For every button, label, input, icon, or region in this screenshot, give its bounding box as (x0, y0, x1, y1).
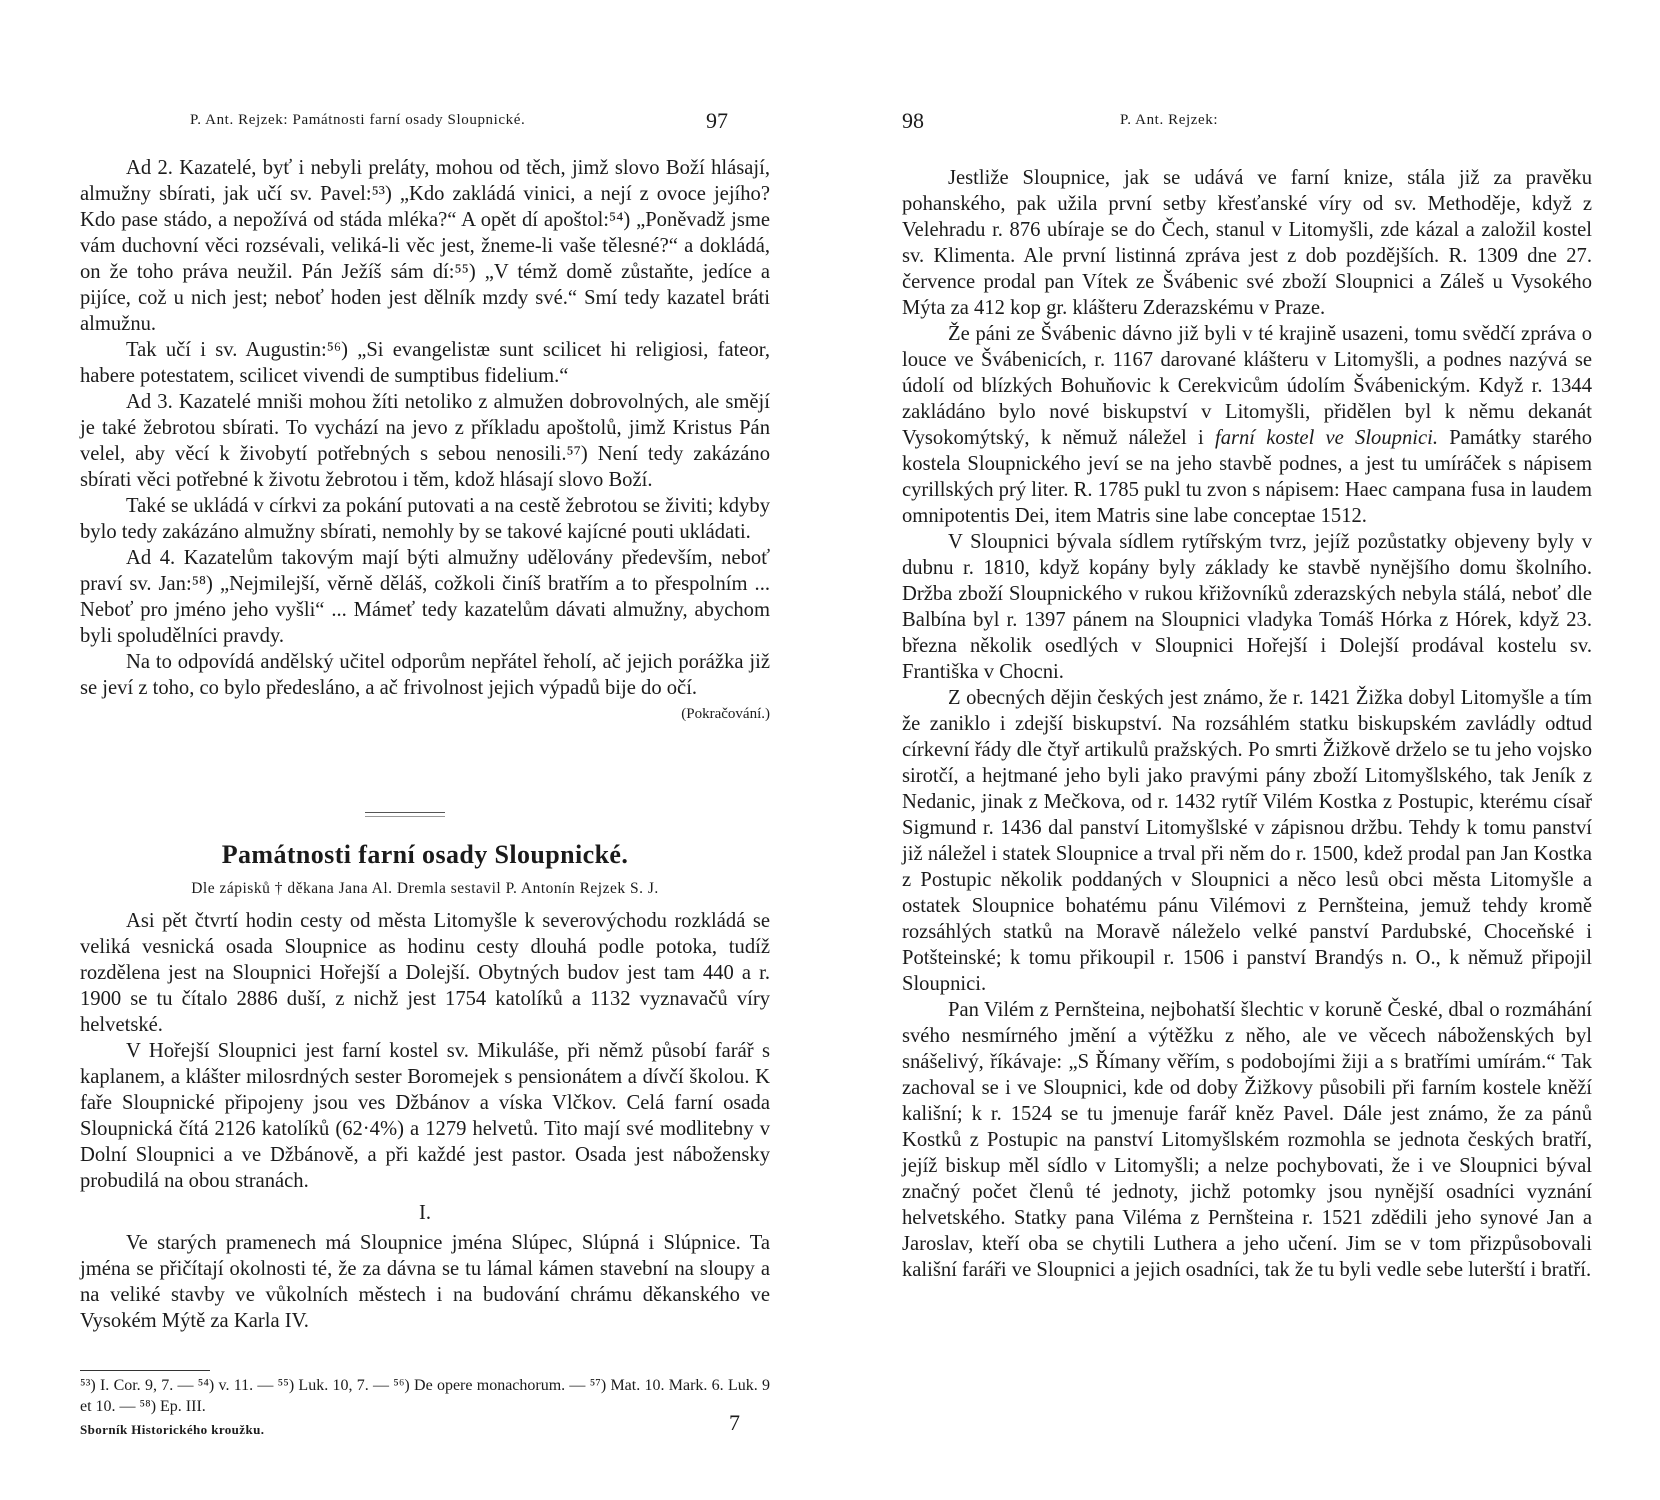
paragraph-text: Památky starého kostela Sloupnického jeví se na jeho stavbě podnes, a jest tu umíráček s nápisem cyrillských prý liter. R. 1785 pukl tu zvon s nápisem: Haec campana fusa in laudem omnipotentis Dei, item Matris sine labe conceptae 1512. (902, 427, 1592, 527)
printer-signature: Sborník Historického kroužku. (80, 1422, 265, 1437)
section-divider-secondary (365, 816, 445, 817)
paragraph: Tak učí i sv. Augustin:⁵⁶) „Si evangelistæ sunt scilicet hi religiosi, fateor, habere potestatem, scilicet vivendi de sumptibus fidelium.“ (80, 339, 770, 387)
paragraph-text: Že páni ze Švábenic dávno již byli v té krajině usazeni, tomu svědčí zpráva o louce ve Švábenicích, r. 1167 darované klášteru v Litomyšli, a podnes nazývá se údolí od blízkých Bohuňovic k Cerekvicům údolím Švábenickým. Když r. 1344 zakládáno bylo nové biskupství v Litomyšli, přidělen byl k němu dekanát Vysokomýtský, k němuž náležel i (902, 323, 1592, 449)
article-text (80, 908, 770, 1334)
signature-mark: 7 (729, 1410, 740, 1435)
paragraph: Pan Vilém z Pernšteina, nejbohatší šlechtic v koruně České, dbal o rozmáhání svého nesmírného jmění a výtěžku z něho, ale ve věcech náboženských byl snášelivý, říkávaje: „S Římany věřím, s podobojími žiji a s bratřími umírám.“ Tak zachoval se i ve Sloupnici, kde od doby Žižkovy působili při farním kostele kněží kališní; k r. 1524 se tu jmenuje farář kněz Pavel. Dále jest známo, že za pánů Kostků z Postupic na panství Litomyšlském rozmohla se jednota českých bratří, jejíž biskup měl sídlo v Litomyšli; a nelze pochybovati, že i ve Sloupnici býval značný počet členů té jednoty, jichž potomky jsou nynější osadníci vyznání helvetského. Statky pana Viléma z Pernšteina r. 1521 zdědili jeho synové Jan a Jaroslav, kteří oba se chytili Luthera a jeho učení. Jim se v tom přizpůsobovali kališní faráři ve Sloupnici a jejich osadníci, tak že tu byli vedle sebe luterští i bratří. (902, 999, 1592, 1281)
page-number: 97 (706, 108, 728, 133)
footnotes: ⁵³) I. Cor. 9, 7. — ⁵⁴) v. 11. — ⁵⁵) Luk. 10, 7. — ⁵⁶) De opere monachorum. — ⁵⁷) Mat. 10. Mark. 6. Luk. 9 et 10. — ⁵⁸) Ep. III. (80, 1377, 770, 1415)
paragraph: Také se ukládá v církvi za pokání putovati a na cestě žebrotou se živiti; kdyby bylo tedy zakázáno almužny sbírati, nemohly by se takové kajícné pouti ukládati. (80, 495, 770, 543)
article-title: Památnosti farní osady Sloupnické. (221, 840, 629, 869)
running-header: P. Ant. Rejzek: Památnosti farní osady Sloupnické. (190, 112, 526, 128)
previous-article-text (80, 155, 770, 727)
paragraph: Na to odpovídá andělský učitel odporům nepřátel řeholí, ač jejich porážka již se jeví z toho, co bylo předesláno, a ač frivolnost jejich výpadů bije do očí. (80, 651, 770, 699)
article-byline: Dle zápisků † děkana Jana Al. Dremla sestavil P. Antonín Rejzek S. J. (191, 880, 659, 897)
paragraph: Ad 4. Kazatelům takovým mají býti almužny udělovány především, neboť praví sv. Jan:⁵⁸) „Nejmilejší, věrně děláš, cožkoli činíš bratřím a to přespolním ... Neboť pro jméno jeho vyšli“ ... Mámeť tedy kazatelům dávati almužny, abychom byli spoludělníci pravdy. (80, 547, 770, 647)
section-number: I. (418, 1202, 431, 1224)
section-divider (365, 812, 445, 813)
paragraph: Asi pět čtvrtí hodin cesty od města Litomyšle k severovýchodu rozkládá se veliká vesnická osada Sloupnice as hodinu cesty dlouhá podle potoka, tudíž rozdělena jest na Sloupnici Hořejší a Dolejší. Obytných budov jest tam 440 a r. 1900 se tu čítalo 2886 duší, z nichž jest 1754 katolíků a 1132 vyznavačů víry helvetské. (80, 910, 770, 1036)
paragraph: V Sloupnici bývala sídlem rytířským tvrz, jejíž pozůstatky objeveny byly v dubnu r. 1810, když kopány byly základy ke stavbě nynějšího domu školního. Držba zboží Sloupnického v rukou křižovníků zderazských nebyla stálá, neboť dle Balbína byl r. 1397 pánem na Sloupnici vladyka Tomáš Hórka z Hórek, když 23. března několik osedlých v Sloupnici Hořejší i Dolejší prodával kostelu sv. Františka v Chocni. (902, 531, 1592, 683)
paragraph: V Hořejší Sloupnici jest farní kostel sv. Mikuláše, při němž působí farář s kaplanem, a klášter milosrdných sester Boromejek s pensionátem a dívčí školou. K faře Sloupnické připojeny jsou ves Džbánov a víska Vlčkov. Celá farní osada Sloupnická čítá 2126 katolíků (62·4%) a 1279 helvetů. Tito mají své modlitebny v Dolní Sloupnici a ve Džbánově, a při každé jest pastor. Osada jest nábožensky probudilá na obou stranách. (80, 1040, 770, 1192)
footnote-rule (80, 1370, 210, 1371)
paragraph: Ad 2. Kazatelé, byť i nebyli preláty, mohou od těch, jimž slovo Boží hlásají, almužny sbírati, jak učí sv. Pavel:⁵³) „Kdo zakládá vinici, a nejí z ovoce jejího? Kdo pase stádo, a nepožívá od stáda mléka?“ A opět dí apoštol:⁵⁴) „Poněvadž jsme vám duchovní věci rozsévali, veliká-li věc jest, žneme-li vaše tělesné?“ a dokládá, on že toho práva neužil. Pán Ježíš sám dí:⁵⁵) „V témž domě zůstaňte, jedíce a pijíce, což u nich jest; neboť hoden jest dělník mzdy své.“ Smí tedy kazatel bráti almužnu. (80, 157, 770, 335)
paragraph: Ad 3. Kazatelé mniši mohou žíti netoliko z almužen dobrovolných, ale smějí je také žebrotou sbírati. To vychází na jevo z příkladu apoštolů, jimž Kristus Pán velel, aby věcí k živobytí potřebných s sebou nenosili.⁵⁷) Není tedy zakázáno sbírati věci potřebné k životu žebrotou i těm, kdož hlásají slovo Boží. (80, 391, 770, 491)
page-number: 98 (902, 108, 924, 133)
paragraph: Ve starých pramenech má Sloupnice jména Slúpec, Slúpná i Slúpnice. Ta jména se přičítají okolnosti té, že za dávna se tu lámal kámen stavební na sloupy a na veliké stavby ve vůkolních městech i na budování chrámu děkanského ve Vysokém Mýtě za Karla IV. (80, 1232, 770, 1332)
running-header: P. Ant. Rejzek: (1120, 112, 1219, 128)
paragraph: Z obecných dějin českých jest známo, že r. 1421 Žižka dobyl Litomyšle a tím že zaniklo i zdejší biskupství. Na rozsáhlém statku biskupském zavládly odtud církevní řády dle čtyř artikulů pražských. Po smrti Žižkově drželo se tu jeho vojsko sirotčí, a hejtmané jeho byli jako pravými pány zboží Litomyšlského, tak Jeník z Nedanic, jinak z Mečkova, od r. 1432 rytíř Vilém Kostka z Postupic, kterému císař Sigmund r. 1436 dal panství Litomyšlské v zápisnou držbu. Tehdy k tomu panství již náležel i statek Sloupnice a trval při něm do r. 1500, kdež prodal pan Jan Kostka z Postupic několik poddaných v Sloupnici a něco lesů obci města Litomyšle a ostatek Sloupnice bohatému pánu Vilémovi z Pernšteina, jemuž tehdy kromě rozsáhlých statků na Moravě náleželo velké panství Pardubské, Choceňské i Potšteinské; k tomu přikoupil r. 1506 i panství Brandýs n. O., k němuž připojil Sloupnici. (902, 687, 1592, 995)
right-page (830, 0, 1660, 1500)
continuation-note: (Pokračování.) (681, 706, 770, 722)
article-text-continued (902, 165, 1592, 1283)
emphasis-text: farní kostel ve Sloupnici. (1214, 427, 1438, 449)
paragraph (902, 321, 1592, 529)
paragraph: Jestliže Sloupnice, jak se udává ve farní knize, stála již za pravěku pohanského, pak užila první setby křesťanské víry od sv. Methoděje, když z Velehradu r. 876 ubíraje se do Čech, stanul v Litomyšli, zde kázal a založil kostel sv. Klimenta. Ale první listinná zpráva jest z dob pozdějších. R. 1309 dne 27. července prodal pan Vítek ze Švábenic své zboží Sloupnici a Záleš u Vysokého Mýta za 412 kop gr. klášteru Zderazskému v Praze. (902, 167, 1592, 319)
